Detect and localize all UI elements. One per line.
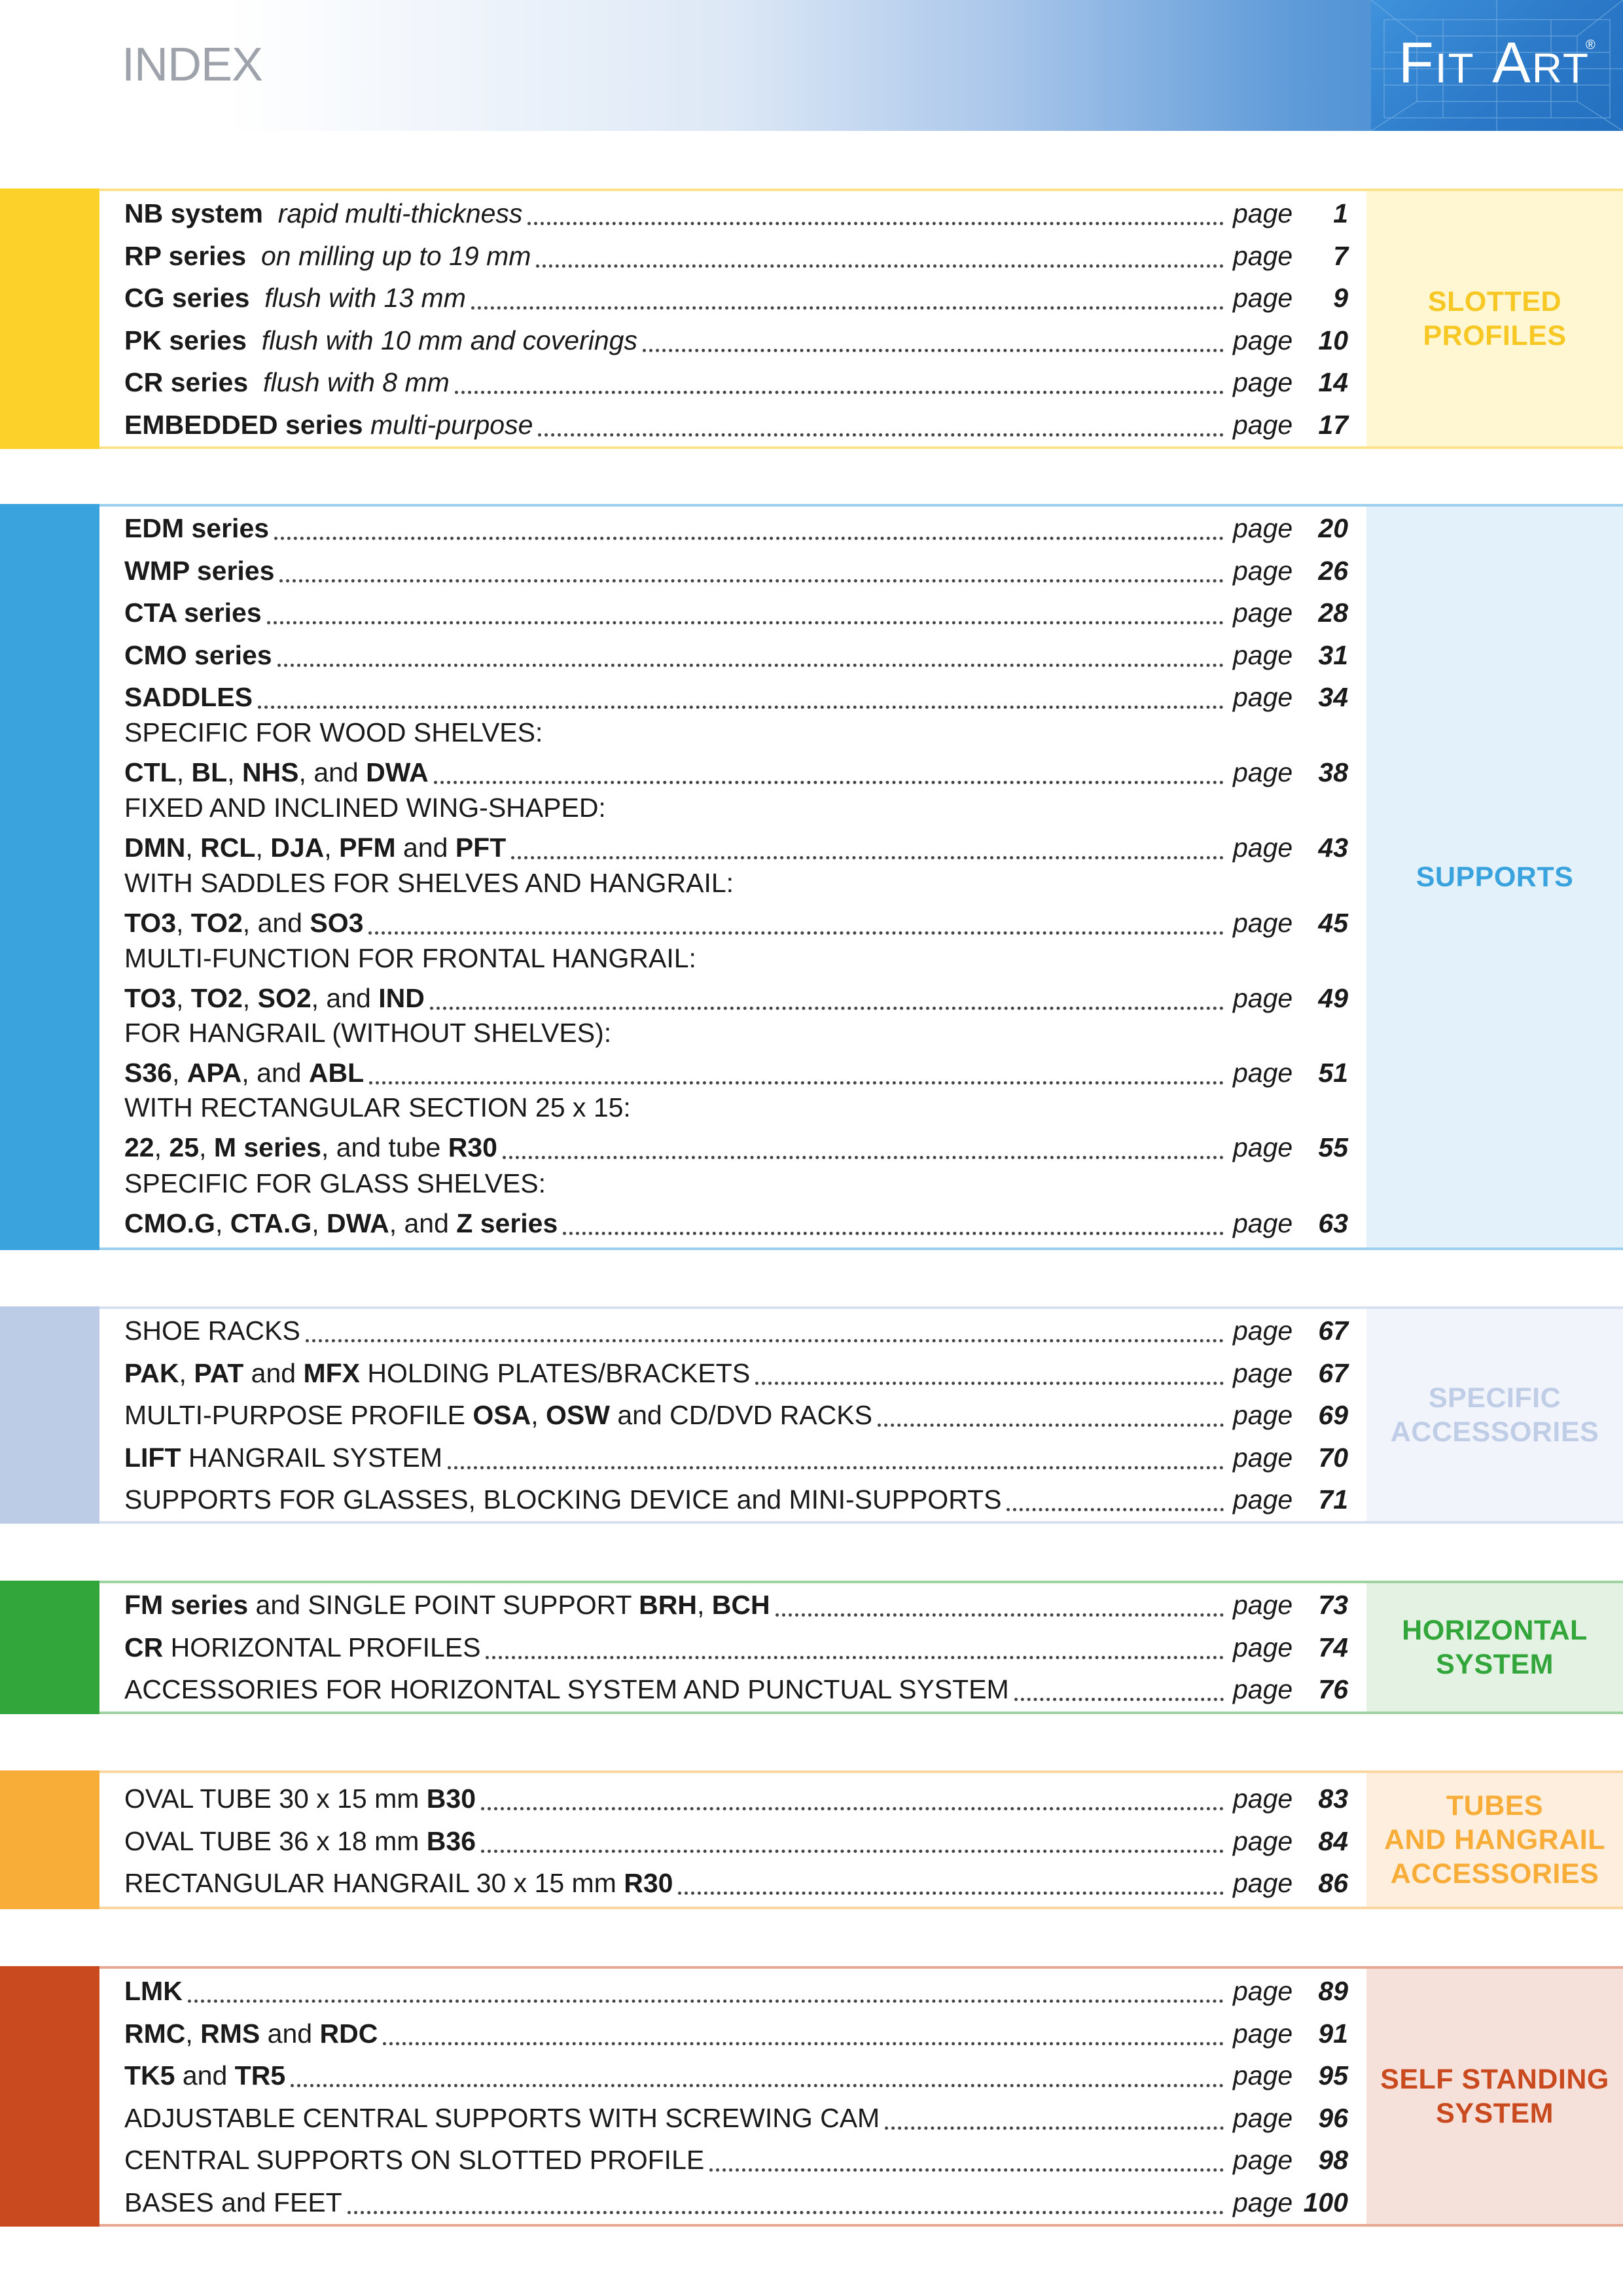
section-label: SELF STANDING SYSTEM <box>1366 1966 1623 2227</box>
entry-heading: FOR HANGRAIL (WITHOUT SHELVES): <box>124 1018 612 1048</box>
index-entry[interactable] <box>124 1018 1348 1094</box>
page-word: page <box>1233 2102 1293 2133</box>
page-word: page <box>1233 1825 1293 1856</box>
page-number: 28 <box>1318 598 1348 628</box>
leader-dots <box>481 1850 1224 1853</box>
page-word: page <box>1233 2060 1293 2090</box>
page-number: 1 <box>1333 198 1348 228</box>
section-color-bar <box>0 1770 99 1909</box>
page-word: page <box>1233 1868 1293 1898</box>
leader-dots <box>503 1156 1224 1159</box>
index-entry[interactable] <box>124 1820 1348 1862</box>
leader-dots <box>455 391 1224 394</box>
fit-art-logo <box>1371 0 1623 131</box>
index-entry[interactable] <box>124 717 1348 793</box>
entry-name: CENTRAL SUPPORTS ON SLOTTED PROFILE <box>124 2145 705 2175</box>
registered-mark: ® <box>1586 38 1596 52</box>
leader-dots <box>267 621 1224 624</box>
section-label: SLOTTED PROFILES <box>1366 188 1623 449</box>
leader-dots <box>538 433 1224 437</box>
page-number: 100 <box>1303 2187 1348 2217</box>
entry-name: CTA series <box>124 598 262 628</box>
page-number: 71 <box>1318 1484 1348 1515</box>
entry-heading: WITH RECTANGULAR SECTION 25 x 15: <box>124 1092 631 1122</box>
leader-dots <box>306 1339 1224 1342</box>
page-number: 31 <box>1318 640 1348 670</box>
page-word: page <box>1233 2145 1293 2175</box>
page-word: page <box>1233 1316 1293 1346</box>
leader-dots <box>279 579 1224 583</box>
leader-dots <box>383 2042 1224 2045</box>
page-word: page <box>1233 1484 1293 1515</box>
page-number: 98 <box>1318 2145 1348 2175</box>
leader-dots <box>471 306 1224 310</box>
entry-name: FM series and SINGLE POINT SUPPORT BRH, BCH <box>124 1590 770 1620</box>
page-number: 83 <box>1318 1784 1348 1814</box>
page-number: 20 <box>1318 513 1348 543</box>
leader-dots <box>527 222 1224 225</box>
entry-name: CMO series <box>124 640 272 670</box>
index-entry[interactable] <box>124 1168 1348 1244</box>
page-number: 76 <box>1318 1674 1348 1704</box>
leader-dots <box>448 1466 1224 1469</box>
page-title: INDEX <box>122 39 263 91</box>
page-word: page <box>1233 2187 1293 2217</box>
index-entry[interactable] <box>124 1668 1348 1710</box>
entry-name: TK5 and TR5 <box>124 2060 286 2090</box>
entry-name: OVAL TUBE 36 x 18 mm B36 <box>124 1825 476 1856</box>
entry-name: CG series flush with 13 mm <box>124 283 466 313</box>
section-color-bar <box>0 188 99 449</box>
index-entry[interactable] <box>124 1310 1348 1352</box>
page-number: 74 <box>1318 1632 1348 1662</box>
index-entry[interactable] <box>124 1862 1348 1904</box>
section-tubes <box>0 1770 1623 1909</box>
entry-name: S36, APA, and ABL <box>124 1058 365 1088</box>
entry-name: RMC, RMS and RDC <box>124 2018 378 2049</box>
section-color-bar <box>0 1581 99 1714</box>
page-number: 70 <box>1318 1442 1348 1473</box>
section-label: SPECIFIC ACCESSORIES <box>1366 1306 1623 1524</box>
page-word: page <box>1233 409 1293 440</box>
page-word: page <box>1233 2018 1293 2049</box>
page-number: 86 <box>1318 1868 1348 1898</box>
entry-name: CMO.G, CTA.G, DWA, and Z series <box>124 1208 558 1238</box>
page-word: page <box>1233 198 1293 228</box>
entry-name: RP series on milling up to 19 mm <box>124 240 531 271</box>
leader-dots <box>291 2084 1224 2087</box>
page-number: 67 <box>1318 1357 1348 1388</box>
header-banner <box>0 0 1623 131</box>
page-word: page <box>1233 1976 1293 2006</box>
leader-dots <box>348 2211 1224 2214</box>
page-number: 17 <box>1318 409 1348 440</box>
entry-name: SHOE RACKS <box>124 1316 300 1346</box>
entry-heading: SPECIFIC FOR GLASS SHELVES: <box>124 1168 546 1198</box>
page-word: page <box>1233 682 1293 712</box>
page-word: page <box>1233 1674 1293 1704</box>
leader-dots <box>369 1081 1224 1085</box>
leader-dots <box>536 264 1224 268</box>
page-number: 73 <box>1318 1590 1348 1620</box>
leader-dots <box>1007 1508 1224 1511</box>
page-word: page <box>1233 1400 1293 1430</box>
page-word: page <box>1233 1132 1293 1162</box>
page-word: page <box>1233 1590 1293 1620</box>
page-word: page <box>1233 325 1293 355</box>
entry-name: PK series flush with 10 mm and coverings <box>124 325 637 355</box>
index-entry[interactable] <box>124 404 1348 446</box>
index-entry[interactable] <box>124 1584 1348 1626</box>
index-entry[interactable] <box>124 192 1348 234</box>
page-word: page <box>1233 1208 1293 1238</box>
leader-dots <box>368 931 1224 935</box>
leader-dots <box>511 856 1224 859</box>
entry-name: TO3, TO2, SO2, and IND <box>124 983 425 1013</box>
index-entry[interactable] <box>124 1778 1348 1820</box>
index-entry[interactable] <box>124 507 1348 549</box>
leader-dots <box>709 2168 1224 2172</box>
page-number: 49 <box>1318 983 1348 1013</box>
entry-name: MULTI-PURPOSE PROFILE OSA, OSW and CD/DVD RACKS <box>124 1400 872 1430</box>
index-entry[interactable] <box>124 2097 1348 2139</box>
entry-heading: WITH SADDLES FOR SHELVES AND HANGRAIL: <box>124 868 734 898</box>
entry-name: LIFT HANGRAIL SYSTEM <box>124 1442 442 1473</box>
page-word: page <box>1233 1784 1293 1814</box>
section-supports <box>0 504 1623 1250</box>
section-color-bar <box>0 1306 99 1524</box>
section-selfstanding <box>0 1966 1623 2227</box>
index-entry[interactable] <box>124 1394 1348 1436</box>
leader-dots <box>430 1007 1224 1010</box>
entry-name: OVAL TUBE 30 x 15 mm B30 <box>124 1784 476 1814</box>
page-word: page <box>1233 1632 1293 1662</box>
leader-dots <box>878 1424 1224 1427</box>
index-entry[interactable] <box>124 868 1348 944</box>
index-entry[interactable] <box>124 1479 1348 1520</box>
index-entry[interactable] <box>124 2013 1348 2054</box>
leader-dots <box>755 1382 1224 1385</box>
entry-name: WMP series <box>124 556 275 586</box>
leader-dots <box>434 781 1224 784</box>
leader-dots <box>481 1807 1224 1810</box>
page-number: 51 <box>1318 1058 1348 1088</box>
index-entry[interactable] <box>124 2054 1348 2096</box>
section-color-bar <box>0 1966 99 2227</box>
section-horizontal <box>0 1581 1623 1714</box>
entry-name: EDM series <box>124 513 270 543</box>
section-label: TUBES AND HANGRAIL ACCESSORIES <box>1366 1770 1623 1909</box>
entry-heading: SPECIFIC FOR WOOD SHELVES: <box>124 717 543 747</box>
page-word: page <box>1233 833 1293 863</box>
page-word: page <box>1233 556 1293 586</box>
section-slotted <box>0 188 1623 449</box>
entry-name: ADJUSTABLE CENTRAL SUPPORTS WITH SCREWING CAM <box>124 2102 880 2133</box>
section-specific <box>0 1306 1623 1524</box>
page-word: page <box>1233 367 1293 397</box>
page-number: 10 <box>1318 325 1348 355</box>
index-entry[interactable] <box>124 319 1348 361</box>
entry-name: CR series flush with 8 mm <box>124 367 450 397</box>
entry-name: 22, 25, M series, and tube R30 <box>124 1132 497 1162</box>
page-number: 89 <box>1318 1976 1348 2006</box>
page-word: page <box>1233 908 1293 938</box>
index-entry[interactable] <box>124 2181 1348 2223</box>
page-word: page <box>1233 640 1293 670</box>
logo-text: FIT ART <box>1399 30 1590 95</box>
leader-dots <box>486 1656 1224 1659</box>
section-color-bar <box>0 504 99 1250</box>
index-entry[interactable] <box>124 1352 1348 1394</box>
entry-name: SUPPORTS FOR GLASSES, BLOCKING DEVICE and MINI-SUPPORTS <box>124 1484 1002 1515</box>
index-entry[interactable] <box>124 2139 1348 2181</box>
entry-heading: FIXED AND INCLINED WING-SHAPED: <box>124 793 606 823</box>
index-entry[interactable] <box>124 592 1348 634</box>
leader-dots <box>274 537 1224 540</box>
page-number: 84 <box>1318 1825 1348 1856</box>
page-number: 91 <box>1318 2018 1348 2049</box>
entry-name: PAK, PAT and MFX HOLDING PLATES/BRACKETS <box>124 1357 751 1388</box>
index-entry[interactable] <box>124 1437 1348 1479</box>
index-entry[interactable] <box>124 943 1348 1019</box>
index-entry[interactable] <box>124 550 1348 592</box>
leader-dots <box>277 664 1224 667</box>
entry-name: ACCESSORIES FOR HORIZONTAL SYSTEM AND PUNCTUAL SYSTEM <box>124 1674 1009 1704</box>
page-number: 14 <box>1318 367 1348 397</box>
leader-dots <box>563 1232 1224 1235</box>
entry-name: SADDLES <box>124 682 253 712</box>
entry-name: NB system rapid multi-thickness <box>124 198 523 228</box>
index-entry[interactable] <box>124 235 1348 277</box>
leader-dots <box>1014 1698 1224 1701</box>
leader-dots <box>776 1613 1224 1617</box>
leader-dots <box>678 1892 1224 1895</box>
section-label: SUPPORTS <box>1366 504 1623 1250</box>
page-number: 26 <box>1318 556 1348 586</box>
leader-dots <box>188 2000 1224 2003</box>
entry-name: CTL, BL, NHS, and DWA <box>124 757 429 787</box>
index-entry[interactable] <box>124 1970 1348 2012</box>
page-word: page <box>1233 240 1293 271</box>
leader-dots <box>643 349 1224 352</box>
index-entry[interactable] <box>124 1626 1348 1668</box>
page-number: 43 <box>1318 833 1348 863</box>
page-number: 69 <box>1318 1400 1348 1430</box>
page-number: 95 <box>1318 2060 1348 2090</box>
page-word: page <box>1233 757 1293 787</box>
page-word: page <box>1233 513 1293 543</box>
index-entry[interactable] <box>124 277 1348 319</box>
page-word: page <box>1233 1442 1293 1473</box>
entry-name: BASES and FEET <box>124 2187 342 2217</box>
page-number: 96 <box>1318 2102 1348 2133</box>
index-entry[interactable] <box>124 361 1348 403</box>
entry-name: RECTANGULAR HANGRAIL 30 x 15 mm R30 <box>124 1868 673 1898</box>
page-word: page <box>1233 598 1293 628</box>
page-word: page <box>1233 1058 1293 1088</box>
leader-dots <box>885 2126 1224 2130</box>
entry-heading: MULTI-FUNCTION FOR FRONTAL HANGRAIL: <box>124 943 696 973</box>
index-entry[interactable] <box>124 793 1348 869</box>
page-word: page <box>1233 983 1293 1013</box>
entry-name: LMK <box>124 1976 183 2006</box>
page-word: page <box>1233 283 1293 313</box>
page-number: 67 <box>1318 1316 1348 1346</box>
page-number: 38 <box>1318 757 1348 787</box>
index-entry[interactable] <box>124 1092 1348 1168</box>
page-number: 34 <box>1318 682 1348 712</box>
entry-name: EMBEDDED series multi-purpose <box>124 409 533 440</box>
page-number: 9 <box>1333 283 1348 313</box>
index-entry[interactable] <box>124 634 1348 676</box>
entry-name: TO3, TO2, and SO3 <box>124 908 364 938</box>
page-number: 45 <box>1318 908 1348 938</box>
entry-name: DMN, RCL, DJA, PFM and PFT <box>124 833 507 863</box>
page-number: 63 <box>1318 1208 1348 1238</box>
section-label: HORIZONTAL SYSTEM <box>1366 1581 1623 1714</box>
entry-name: CR HORIZONTAL PROFILES <box>124 1632 481 1662</box>
page-number: 55 <box>1318 1132 1348 1162</box>
index-entry[interactable] <box>124 676 1348 718</box>
leader-dots <box>258 706 1224 709</box>
page-word: page <box>1233 1357 1293 1388</box>
page-number: 7 <box>1333 240 1348 271</box>
